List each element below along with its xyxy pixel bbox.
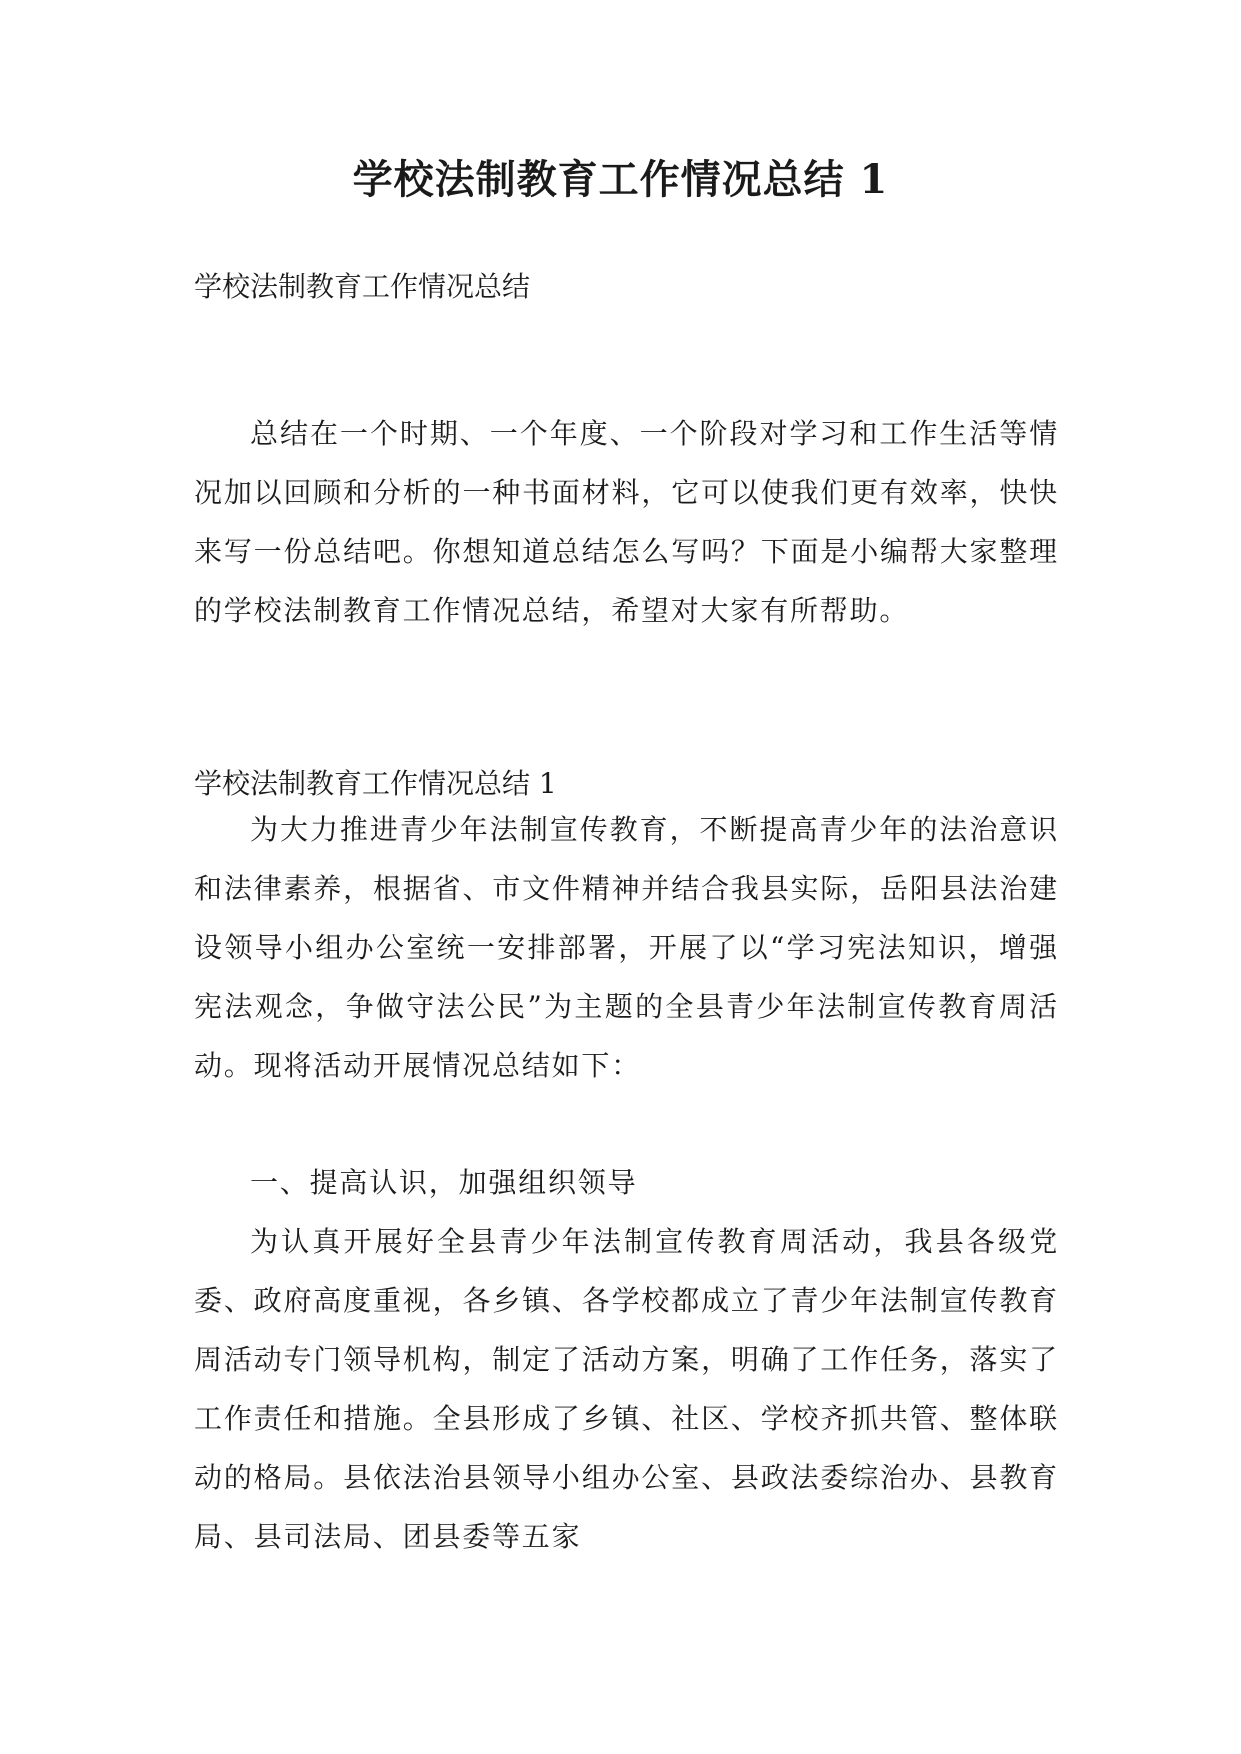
document-subtitle: 学校法制教育工作情况总结 (194, 270, 531, 303)
section-heading: 学校法制教育工作情况总结 1 (194, 767, 557, 800)
body-paragraph-1: 为大力推进青少年法制宣传教育，不断提高青少年的法治意识和法律素养，根据省、市文件精神并结合我县实际，岳阳县法治建设领导小组办公室统一安排部署，开展了以“学习宪法知识，增强宪法观念，争做守法公民”为主题的全县青少年法制宣传教育周活动。现将活动开展情况总结如下： (194, 813, 1059, 1082)
body-paragraph-2: 为认真开展好全县青少年法制宣传教育周活动，我县各级党委、政府高度重视，各乡镇、各学校都成立了青少年法制宣传教育周活动专门领导机构，制定了活动方案，明确了工作任务，落实了工作责任和措施。全县形成了乡镇、社区、学校齐抓共管、整体联动的格局。县依法治县领导小组办公室、县政法委综治办、县教育局、县司法局、团县委等五家 (194, 1225, 1059, 1553)
document-title: 学校法制教育工作情况总结 1 (352, 156, 889, 203)
subheading-1: 一、提高认识，加强组织领导 (250, 1166, 638, 1199)
intro-paragraph: 总结在一个时期、一个年度、一个阶段对学习和工作生活等情况加以回顾和分析的一种书面材料，它可以使我们更有效率，快快来写一份总结吧。你想知道总结怎么写吗？下面是小编帮大家整理的学校法制教育工作情况总结，希望对大家有所帮助。 (194, 417, 1059, 627)
